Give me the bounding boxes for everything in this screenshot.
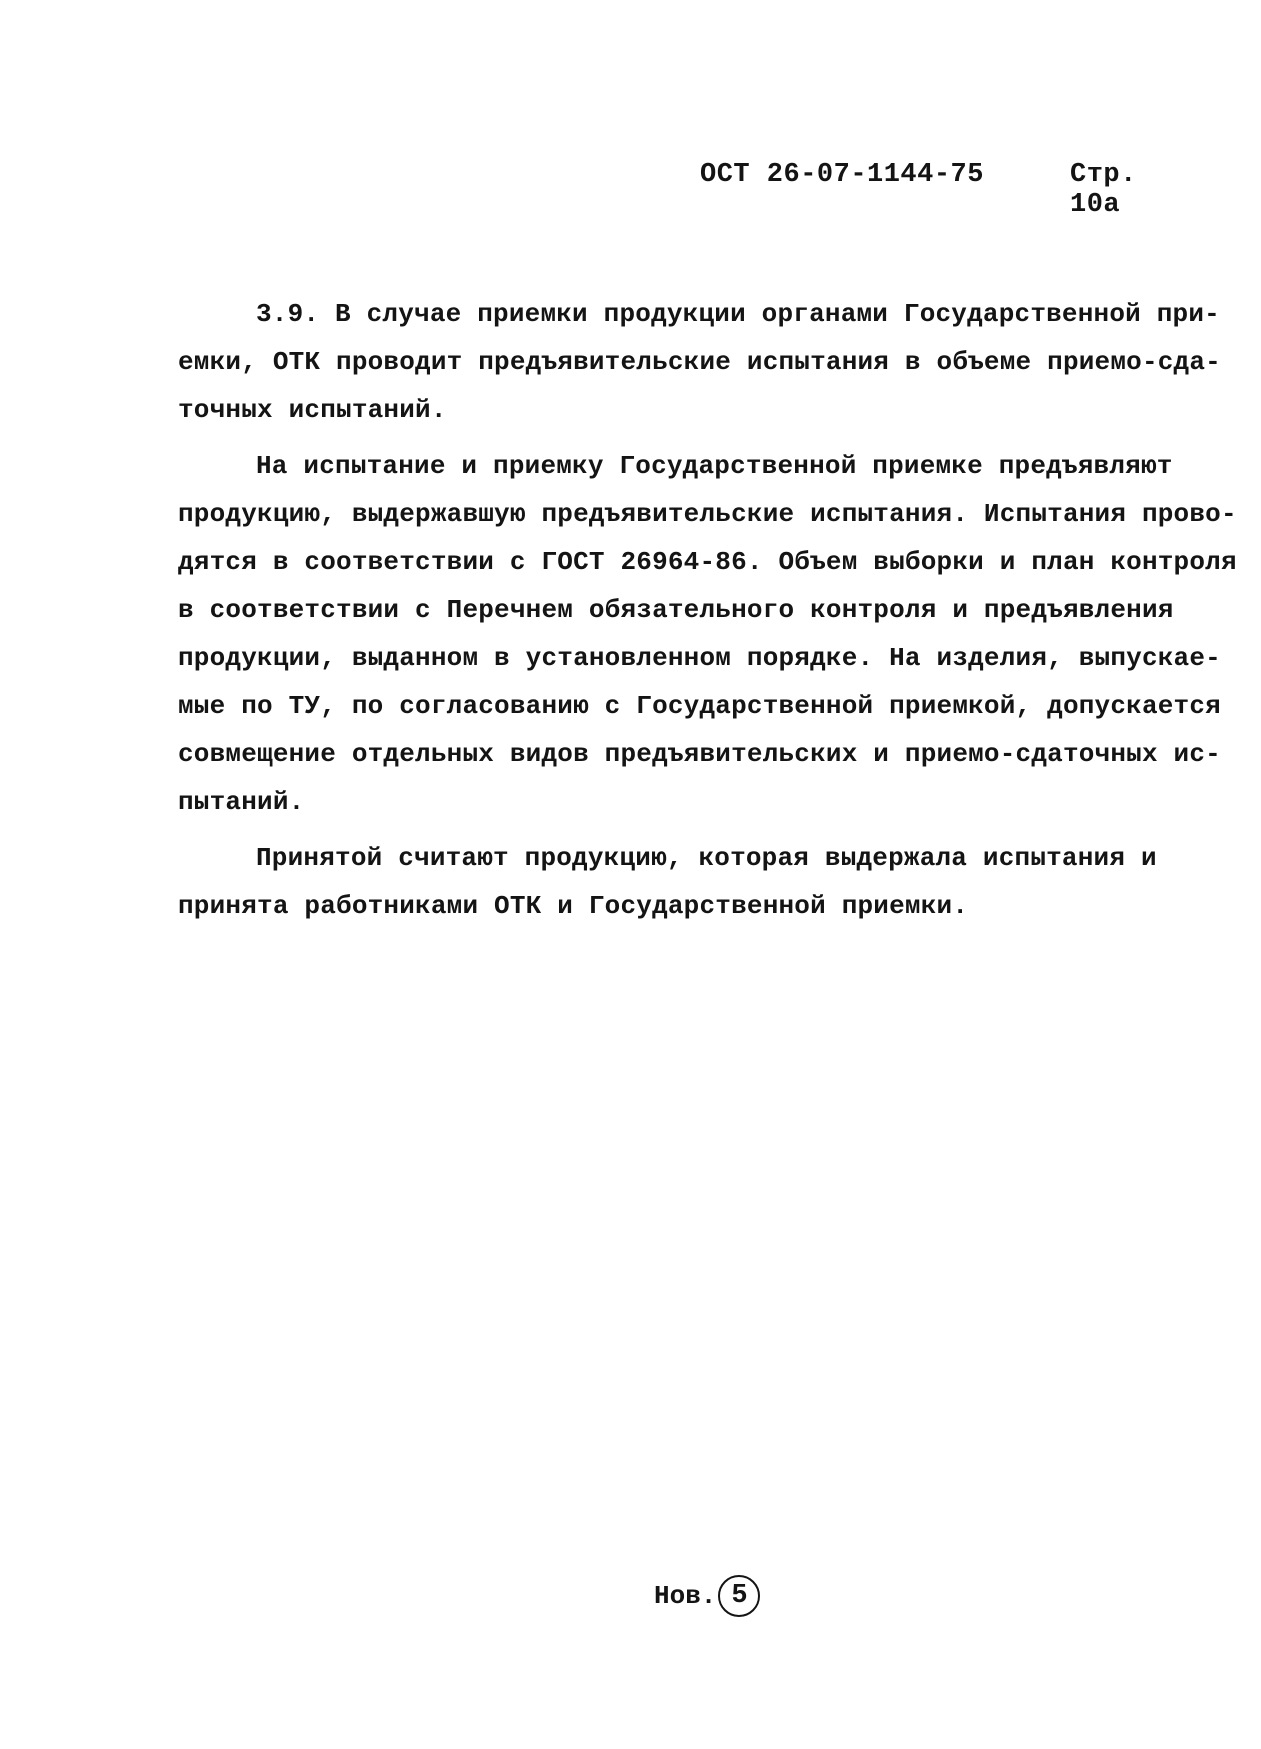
revision-label: Нов. — [654, 1581, 717, 1611]
text-line: продукцию, выдержавшую предъявительские испытания. Испытания прово- — [178, 499, 1237, 529]
text-line: принята работниками ОТК и Государственной приемки. — [178, 891, 969, 921]
revision-mark — [654, 1575, 760, 1617]
paragraph-3-9 — [178, 290, 1221, 434]
text-line: продукции, выданном в установленном порядке. На изделия, выпускае- — [178, 643, 1221, 673]
paragraph-testing — [178, 442, 1237, 826]
paragraph-accepted — [178, 834, 1208, 930]
text-line: 3.9. В случае приемки продукции органами Государственной при- — [256, 299, 1220, 329]
text-line: совмещение отдельных видов предъявительских и приемо-сдаточных ис- — [178, 739, 1221, 769]
text-line: пытаний. — [178, 787, 305, 817]
document-body — [178, 290, 1237, 930]
text-line: в соответствии с Перечнем обязательного контроля и предъявления — [178, 595, 1174, 625]
text-line: Принятой считают продукцию, которая выдержала испытания и — [256, 843, 1157, 873]
text-line: На испытание и приемку Государственной приемке предъявляют — [256, 451, 1173, 481]
page-number: Стр. 10а — [1070, 160, 1137, 220]
text-line: емки, ОТК проводит предъявительские испытания в объеме приемо-сда- — [178, 347, 1221, 377]
text-line: точных испытаний. — [178, 395, 447, 425]
text-line: дятся в соответствии с ГОСТ 26964-86. Объем выборки и план контроля — [178, 547, 1237, 577]
document-code: ОСТ 26-07-1144-75 — [700, 160, 984, 190]
revision-number-circle: 5 — [718, 1575, 760, 1617]
text-line: мые по ТУ, по согласованию с Государственной приемкой, допускается — [178, 691, 1221, 721]
